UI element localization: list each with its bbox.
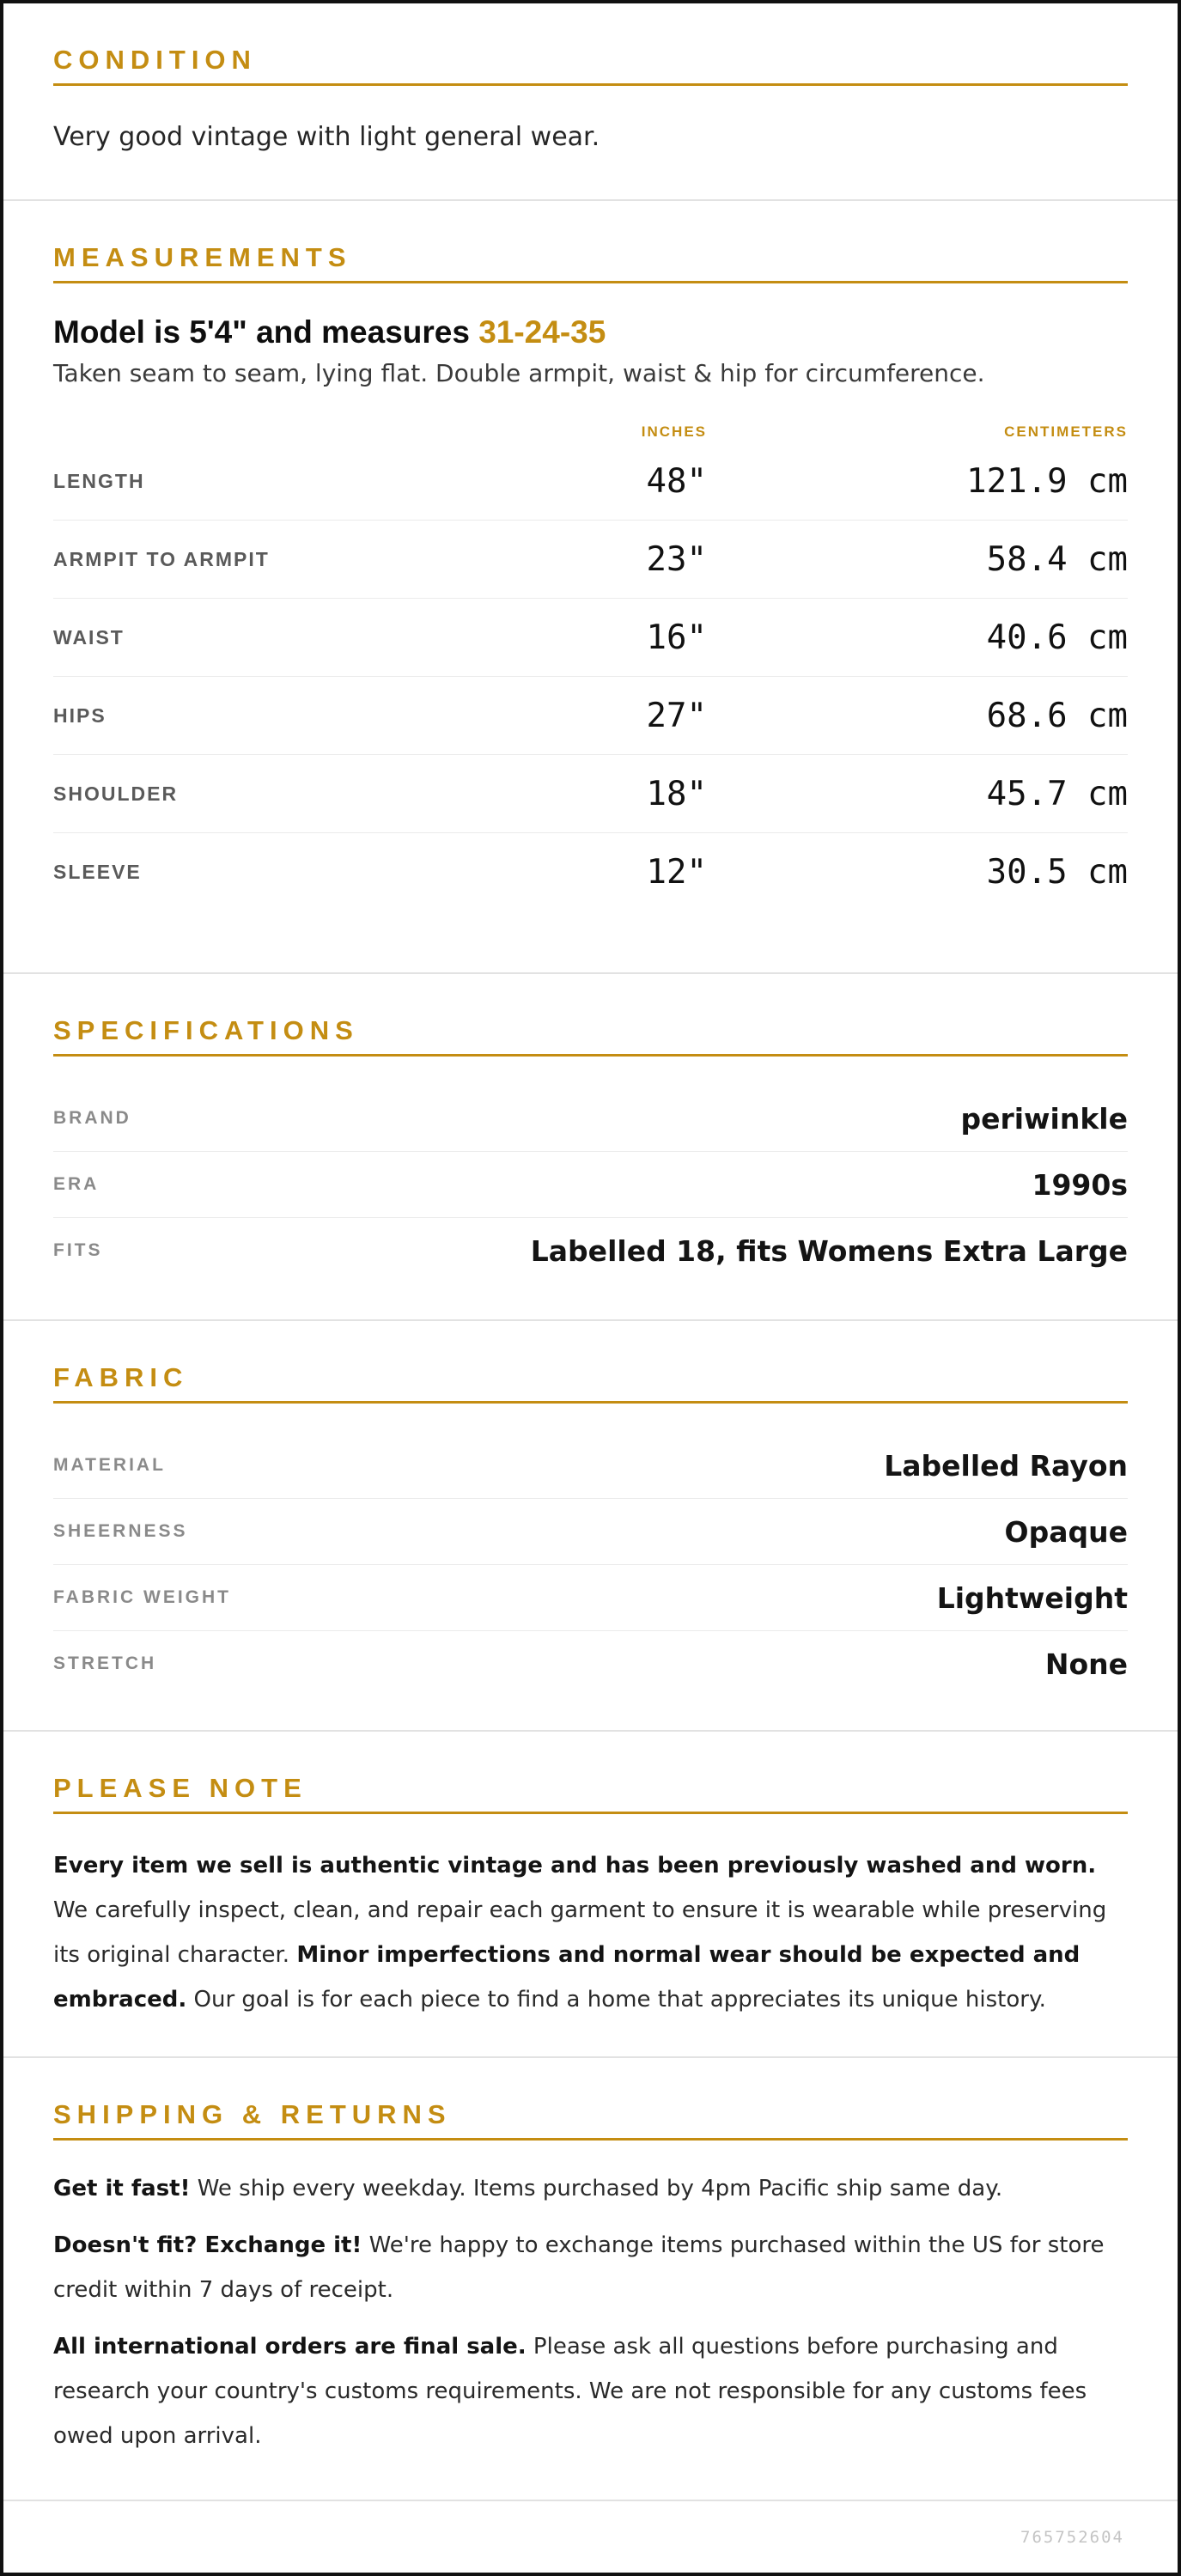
- shipping-text-1: We ship every weekday. Items purchased by 4pm Pacific ship same day.: [190, 2176, 1003, 2201]
- spec-row-brand: [53, 1086, 1128, 1152]
- please-note-heading: PLEASE NOTE: [53, 1732, 1128, 1814]
- measurement-row-shoulder: [53, 755, 1128, 833]
- inches-column-header: INCHES: [641, 423, 707, 440]
- shipping-bold-3: All international orders are final sale.: [53, 2334, 527, 2360]
- fabric-value: None: [1044, 1647, 1128, 1681]
- measurement-label: ARMPIT TO ARMPIT: [53, 547, 270, 570]
- spec-value: periwinkle: [960, 1101, 1128, 1136]
- measurement-label: SLEEVE: [53, 860, 142, 883]
- measurement-table-header: [53, 423, 1128, 441]
- shipping-bold-2: Doesn't fit? Exchange it!: [53, 2232, 362, 2258]
- specifications-heading: SPECIFICATIONS: [53, 974, 1128, 1057]
- measurements-section: [3, 201, 1178, 974]
- measurement-cm: 30.5 cm: [986, 852, 1128, 892]
- spec-row-era: [53, 1152, 1128, 1218]
- model-prefix: Model is 5'4" and measures: [53, 314, 479, 350]
- measurement-table: [53, 442, 1128, 910]
- spec-value: 1990s: [1032, 1167, 1128, 1202]
- shipping-text-2: We're happy to exchange items purchased within the US for store credit within 7 days of receipt.: [53, 2232, 1105, 2303]
- condition-heading: CONDITION: [53, 3, 1128, 86]
- spec-key: FITS: [53, 1240, 103, 1260]
- measurement-cm: 121.9 cm: [966, 461, 1128, 501]
- shipping-paragraph-exchange: [53, 2223, 1128, 2312]
- fabric-key: MATERIAL: [53, 1455, 166, 1475]
- shipping-bold-1: Get it fast!: [53, 2176, 191, 2201]
- centimeters-column-header: CENTIMETERS: [1004, 423, 1128, 440]
- spec-value: Labelled 18, fits Womens Extra Large: [530, 1233, 1128, 1268]
- fabric-value: Labelled Rayon: [884, 1448, 1128, 1483]
- fabric-key: SHEERNESS: [53, 1521, 188, 1541]
- measurement-cm: 68.6 cm: [986, 696, 1128, 735]
- measurement-inches: 23": [646, 539, 707, 579]
- fabric-heading: FABRIC: [53, 1321, 1128, 1404]
- measurement-label: HIPS: [53, 703, 107, 727]
- fabric-section: [3, 1321, 1178, 1732]
- fabric-list: [53, 1433, 1128, 1696]
- fabric-row-sheerness: [53, 1499, 1128, 1565]
- measurement-cm: 45.7 cm: [986, 774, 1128, 813]
- measurements-heading: MEASUREMENTS: [53, 201, 1128, 283]
- shipping-text-3: Please ask all questions before purchasing and research your country's customs requirements. We are not responsible for any customs fees owed upon arrival.: [53, 2334, 1087, 2449]
- shipping-paragraph-fast: [53, 2166, 1128, 2211]
- fabric-value: Opaque: [1004, 1514, 1128, 1549]
- measurement-label: SHOULDER: [53, 782, 179, 805]
- model-measurements: [53, 314, 1128, 350]
- spec-row-fits: [53, 1218, 1128, 1283]
- please-note-text: [53, 1843, 1128, 2022]
- measurement-inches: 18": [646, 774, 707, 813]
- note-bold-1: Every item we sell is authentic vintage and has been previously washed and worn.: [53, 1853, 1097, 1879]
- measurement-row-sleeve: [53, 833, 1128, 910]
- measurement-row-waist: [53, 599, 1128, 677]
- measurement-inches: 12": [646, 852, 707, 892]
- measurement-cm: 58.4 cm: [986, 539, 1128, 579]
- shipping-returns-section: [3, 2058, 1178, 2501]
- product-id: 765752604: [1020, 2528, 1124, 2547]
- fabric-row-material: [53, 1433, 1128, 1499]
- measurement-note: Taken seam to seam, lying flat. Double armpit, waist & hip for circumference.: [53, 359, 985, 387]
- fabric-key: STRETCH: [53, 1653, 157, 1673]
- measurement-label: WAIST: [53, 625, 125, 649]
- measurement-inches: 27": [646, 696, 707, 735]
- measurement-row-armpit: [53, 521, 1128, 599]
- shipping-paragraph-international: [53, 2324, 1128, 2458]
- condition-text: Very good vintage with light general wear.: [53, 122, 600, 152]
- spec-key: ERA: [53, 1174, 100, 1194]
- measurement-row-length: [53, 442, 1128, 521]
- fabric-value: Lightweight: [936, 1580, 1128, 1615]
- note-text-1: We carefully inspect, clean, and repair each garment to ensure it is wearable while preserving its original character.: [53, 1897, 1107, 1968]
- condition-section: [3, 3, 1178, 201]
- measurement-row-hips: [53, 677, 1128, 755]
- please-note-section: [3, 1732, 1178, 2058]
- shipping-returns-heading: SHIPPING & RETURNS: [53, 2058, 1128, 2141]
- note-bold-2: Minor imperfections and normal wear should be expected and embraced.: [53, 1942, 1081, 2013]
- fabric-row-weight: [53, 1565, 1128, 1631]
- spec-key: BRAND: [53, 1108, 131, 1128]
- specifications-section: [3, 974, 1178, 1321]
- fabric-row-stretch: [53, 1631, 1128, 1696]
- measurement-inches: 48": [646, 461, 707, 501]
- measurement-label: LENGTH: [53, 469, 145, 492]
- model-measure-value: 31-24-35: [478, 314, 606, 350]
- specifications-list: [53, 1086, 1128, 1283]
- measurement-cm: 40.6 cm: [986, 618, 1128, 657]
- note-text-2: Our goal is for each piece to find a home that appreciates its unique history.: [186, 1987, 1046, 2013]
- fabric-key: FABRIC WEIGHT: [53, 1587, 231, 1607]
- measurement-inches: 16": [646, 618, 707, 657]
